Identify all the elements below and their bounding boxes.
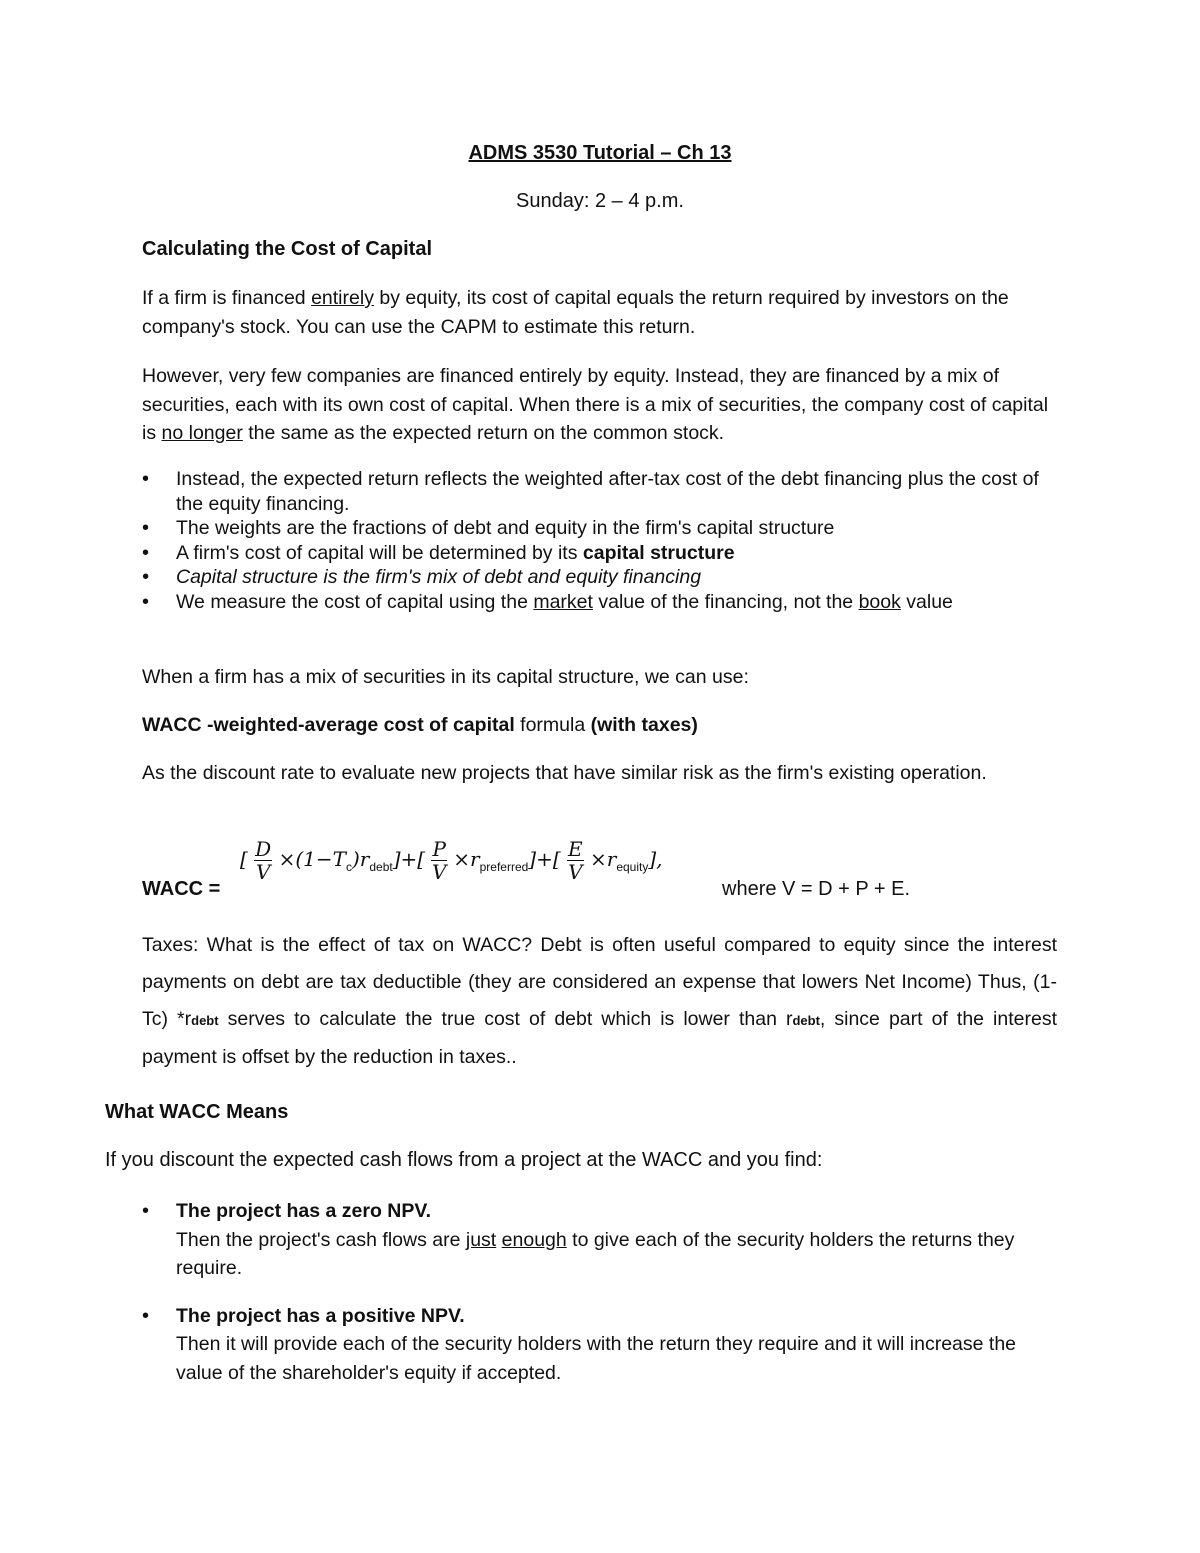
text: , since part of the interest payment is offset by the reduction in taxes..	[142, 1008, 1057, 1068]
numerator: E	[568, 837, 583, 861]
rate-symbol: r	[606, 847, 617, 871]
bold-text: capital structure	[582, 541, 735, 564]
npv-case-title: • The project has a zero NPV.	[176, 1200, 432, 1222]
rate-symbol: )r	[351, 847, 370, 871]
list-item	[142, 467, 1057, 516]
session-time: Sunday: 2 – 4 p.m.	[516, 190, 684, 212]
list-item	[142, 1197, 1057, 1283]
text: We measure the cost of capital using the	[176, 590, 534, 613]
subscript: preferred	[479, 860, 529, 874]
bullet-list-npv-cases	[142, 1197, 1057, 1387]
list-item	[142, 516, 1057, 541]
paragraph-taxes	[142, 927, 1057, 1076]
denominator: V	[255, 860, 271, 884]
npv-case-text: Then it will provide each of the security holders with the return they require and it will increase the value of the shareholder's equity if accepted.	[176, 1333, 1017, 1384]
fraction-debt-weight	[254, 838, 272, 883]
text: formula	[514, 714, 591, 736]
one-minus-tax: (1−T	[295, 847, 346, 871]
text: the same as the expected return on the common stock.	[242, 422, 725, 444]
text: Taxes: What is the effect of tax on WACC? Debt is often useful compared to equity since the interest payments on debt are tax deductible (they are considered an expense that lowers Net Income) Thus, (1-Tc) *r	[142, 934, 1057, 1030]
bracket-close: ],	[648, 847, 663, 871]
underlined-text: enough	[501, 1228, 567, 1251]
text: Capital structure is the firm's mix of debt and equity financing	[176, 566, 702, 588]
subscript: debt	[792, 1013, 820, 1028]
paragraph-mix-of-securities	[142, 362, 1057, 448]
paragraph-discount-intro: If you discount the expected cash flows from a project at the WACC and you find:	[105, 1149, 823, 1171]
underlined-text: book	[858, 590, 901, 613]
bracket-close: ]+[	[528, 847, 561, 871]
underlined-text: no longer	[161, 422, 243, 444]
rate-symbol: r	[470, 847, 480, 871]
text: However, very few companies are financed entirely by equity. Instead, they are financed by a mix of securities, each with its own cost of capital. When there is a mix of securities, the company cost of capital is	[142, 365, 1049, 444]
denominator: V	[431, 860, 447, 884]
paragraph-equity-financing	[142, 284, 1057, 341]
list-item	[142, 590, 1057, 615]
npv-case-text	[176, 1226, 1057, 1283]
section-heading-what-wacc-means: What WACC Means	[105, 1101, 289, 1123]
list-item	[142, 565, 1057, 590]
text: value of the financing, not the	[592, 590, 859, 613]
bracket-open: [	[240, 847, 248, 871]
underlined-text: market	[533, 590, 593, 613]
list-item	[142, 1302, 1057, 1388]
times-symbol: ×	[278, 847, 296, 871]
text: by equity, its cost of capital equals the return required by investors on the company's stock. You can use the CAPM to estimate this return.	[142, 287, 1009, 338]
bold-text: WACC -weighted-average cost of capital	[142, 714, 515, 736]
formula-where-clause: where V = D + P + E.	[722, 878, 911, 900]
text: Then the project's cash flows are	[176, 1228, 466, 1251]
text: serves to calculate the true cost of debt which is lower than r	[218, 1008, 793, 1030]
text: value	[900, 590, 953, 613]
times-symbol: ×	[590, 847, 607, 871]
subscript: c	[345, 860, 352, 874]
wacc-formula	[240, 838, 663, 883]
section-heading-cost-of-capital: Calculating the Cost of Capital	[142, 238, 433, 260]
fraction-preferred-weight	[431, 838, 446, 883]
text: Instead, the expected return reflects the weighted after-tax cost of the debt financing plus the cost of the equity financing.	[176, 468, 1039, 515]
list-item	[142, 541, 1057, 566]
denominator: V	[568, 860, 583, 884]
text: The weights are the fractions of debt and equity in the firm's capital structure	[176, 517, 835, 539]
bold-text: (with taxes)	[590, 714, 698, 736]
wacc-heading	[142, 711, 1057, 740]
underlined-text: just	[465, 1228, 497, 1251]
subscript: equity	[616, 860, 649, 874]
times-symbol: ×	[453, 847, 471, 871]
subscript: debt	[369, 860, 393, 874]
text: to give each of the security holders the returns they require.	[176, 1228, 1015, 1279]
document-title: ADMS 3530 Tutorial – Ch 13	[468, 142, 732, 164]
formula-label: WACC =	[142, 878, 221, 900]
text: If a firm is financed	[142, 287, 312, 309]
numerator: D	[255, 837, 272, 861]
fraction-equity-weight	[567, 838, 584, 883]
bullet-list-cost-of-capital	[142, 467, 1057, 614]
subscript: debt	[191, 1013, 219, 1028]
paragraph-discount-rate: As the discount rate to evaluate new projects that have similar risk as the firm's existing operation.	[142, 762, 987, 784]
paragraph-mix-intro: When a firm has a mix of securities in its capital structure, we can use:	[142, 666, 749, 688]
bracket-close: ]+[	[392, 847, 426, 871]
numerator: P	[432, 837, 446, 861]
npv-case-title: • The project has a positive NPV.	[176, 1304, 465, 1327]
text: A firm's cost of capital will be determined by its	[176, 541, 583, 564]
underlined-text: entirely	[311, 287, 374, 309]
